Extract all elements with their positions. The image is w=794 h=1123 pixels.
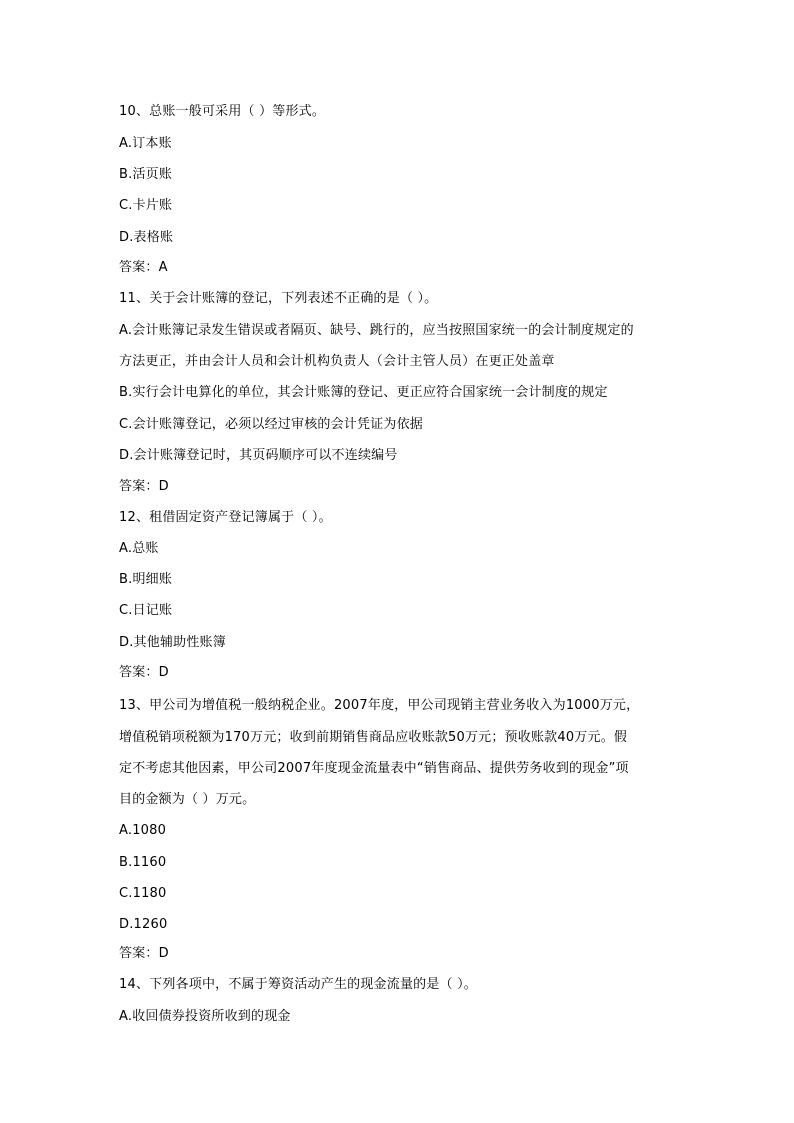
question-12-option-a: A.总账: [119, 541, 159, 556]
question-13-stem-line-4: 目的金额为（ ）万元。: [119, 792, 256, 807]
question-11-stem: 11、关于会计账簿的登记，下列表述不正确的是（ ）。: [119, 291, 438, 306]
question-13-stem-line-1: 13、甲公司为增值税一般纳税企业。2007年度，甲公司现销主营业务收入为1000万元，: [119, 698, 640, 713]
question-10-option-d: D.表格账: [119, 230, 174, 245]
question-11-option-a-continued: 方法更正，并由会计人员和会计机构负责人（会计主管人员）在更正处盖章: [119, 354, 555, 369]
question-10-answer: 答案：A: [119, 260, 168, 275]
question-13-answer: 答案：D: [119, 946, 169, 961]
question-11-option-c: C.会计账簿登记，必须以经过审核的会计凭证为依据: [119, 417, 424, 432]
question-10-option-c: C.卡片账: [119, 198, 173, 213]
question-14-stem: 14、下列各项中，不属于筹资活动产生的现金流量的是（ ）。: [119, 977, 477, 992]
question-10-option-b: B.活页账: [119, 167, 173, 182]
question-13-option-c: C.1180: [119, 886, 167, 901]
question-10-option-a: A.订本账: [119, 136, 172, 151]
question-12-option-c: C.日记账: [119, 603, 173, 618]
question-11-option-b: B.实行会计电算化的单位，其会计账簿的登记、更正应符合国家统一会计制度的规定: [119, 385, 608, 400]
question-10-stem: 10、总账一般可采用（ ）等形式。: [119, 104, 326, 119]
question-13-option-b: B.1160: [119, 855, 167, 870]
question-14-option-a: A.收回债券投资所收到的现金: [119, 1009, 291, 1024]
question-12-option-b: B.明细账: [119, 572, 173, 587]
question-11-option-d: D.会计账簿登记时，其页码顺序可以不连续编号: [119, 448, 398, 463]
question-13-option-a: A.1080: [119, 823, 167, 838]
question-13-stem-line-3: 定不考虑其他因素，甲公司2007年度现金流量表中“销售商品、提供劳务收到的现金”项: [119, 761, 629, 776]
question-11-option-a: A.会计账簿记录发生错误或者隔页、缺号、跳行的，应当按照国家统一的会计制度规定的: [119, 323, 634, 338]
question-12-option-d: D.其他辅助性账簿: [119, 635, 226, 650]
question-12-stem: 12、租借固定资产登记簿属于（ ）。: [119, 510, 332, 525]
question-12-answer: 答案：D: [119, 665, 169, 680]
question-13-stem-line-2: 增值税销项税额为170万元；收到前期销售商品应收账款50万元；预收账款40万元。假: [119, 730, 628, 745]
question-13-option-d: D.1260: [119, 917, 168, 932]
question-11-answer: 答案：D: [119, 479, 169, 494]
